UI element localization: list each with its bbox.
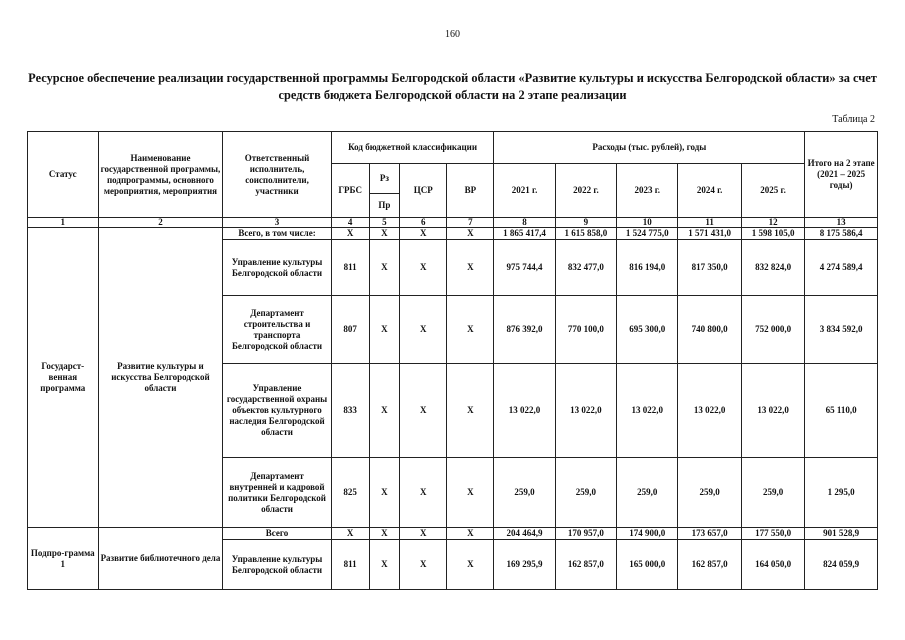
value-2022: 832 477,0: [555, 240, 616, 296]
value-2023: 695 300,0: [617, 296, 678, 364]
value-2021: 975 744,4: [494, 240, 555, 296]
csr-cell: Х: [400, 240, 447, 296]
grbs-cell: Х: [331, 528, 369, 540]
grbs-cell: 811: [331, 240, 369, 296]
header-2021: 2021 г.: [494, 164, 555, 218]
column-number: 9: [555, 218, 616, 228]
column-number: 6: [400, 218, 447, 228]
responsible-cell: Департамент строительства и транспорта Белгородской области: [223, 296, 331, 364]
column-number-row: [28, 218, 878, 228]
responsible-cell: Департамент внутренней и кадровой политики Белгородской области: [223, 458, 331, 528]
value-2025: 752 000,0: [741, 296, 804, 364]
subprogram-name: Развитие библиотечного дела: [98, 528, 223, 590]
header-responsible: Ответственный исполнитель, соисполнители, участники: [223, 132, 331, 218]
header-2022: 2022 г.: [555, 164, 616, 218]
value-2023: 259,0: [617, 458, 678, 528]
value-2024: 162 857,0: [678, 540, 741, 590]
value-2025: 177 550,0: [741, 528, 804, 540]
value-2022: 13 022,0: [555, 364, 616, 458]
document-title: Ресурсное обеспечение реализации государственной программы Белгородской области «Развитие культуры и искусства Белгородской области» за счет средств бюджета Белгородской области на 2 этапе реализации: [28, 71, 877, 102]
value-2021: 169 295,9: [494, 540, 555, 590]
vr-cell: Х: [447, 240, 494, 296]
value-2022: 259,0: [555, 458, 616, 528]
program-name: Развитие культуры и искусства Белгородской области: [98, 228, 223, 528]
rz-pr-cell: Х: [369, 458, 400, 528]
column-number: 12: [741, 218, 804, 228]
value-2024: 13 022,0: [678, 364, 741, 458]
responsible-cell: Всего, в том числе:: [223, 228, 331, 240]
value-2023: 816 194,0: [617, 240, 678, 296]
responsible-cell: Управление культуры Белгородской области: [223, 240, 331, 296]
value-2022: 1 615 858,0: [555, 228, 616, 240]
header-grbs: ГРБС: [331, 164, 369, 218]
value-2022: 162 857,0: [555, 540, 616, 590]
header-expenses: Расходы (тыс. рублей), годы: [494, 132, 805, 164]
header-2023: 2023 г.: [617, 164, 678, 218]
vr-cell: Х: [447, 528, 494, 540]
value-2021: 204 464,9: [494, 528, 555, 540]
value-total: 8 175 586,4: [805, 228, 878, 240]
csr-cell: Х: [400, 458, 447, 528]
rz-pr-cell: Х: [369, 528, 400, 540]
header-rz: Рз: [369, 164, 400, 194]
value-2023: 1 524 775,0: [617, 228, 678, 240]
header-total: Итого на 2 этапе (2021 – 2025 годы): [805, 132, 878, 218]
grbs-cell: Х: [331, 228, 369, 240]
csr-cell: Х: [400, 228, 447, 240]
grbs-cell: 825: [331, 458, 369, 528]
rz-pr-cell: Х: [369, 228, 400, 240]
value-2021: 1 865 417,4: [494, 228, 555, 240]
value-2025: 1 598 105,0: [741, 228, 804, 240]
value-2025: 164 050,0: [741, 540, 804, 590]
header-vr: ВР: [447, 164, 494, 218]
header-name: Наименование государственной программы, подпрограммы, основного мероприятия, мероприятия: [98, 132, 223, 218]
column-number: 1: [28, 218, 99, 228]
program-status: Государст-венная программа: [28, 228, 99, 528]
value-total: 65 110,0: [805, 364, 878, 458]
vr-cell: Х: [447, 296, 494, 364]
rz-pr-cell: Х: [369, 540, 400, 590]
value-2023: 165 000,0: [617, 540, 678, 590]
value-total: 3 834 592,0: [805, 296, 878, 364]
value-2025: 259,0: [741, 458, 804, 528]
value-2025: 832 824,0: [741, 240, 804, 296]
vr-cell: Х: [447, 458, 494, 528]
csr-cell: Х: [400, 364, 447, 458]
column-number: 4: [331, 218, 369, 228]
header-csr: ЦСР: [400, 164, 447, 218]
responsible-cell: Управление культуры Белгородской области: [223, 540, 331, 590]
grbs-cell: 833: [331, 364, 369, 458]
column-number: 7: [447, 218, 494, 228]
column-number: 11: [678, 218, 741, 228]
responsible-cell: Всего: [223, 528, 331, 540]
value-2025: 13 022,0: [741, 364, 804, 458]
column-number: 10: [617, 218, 678, 228]
value-2024: 1 571 431,0: [678, 228, 741, 240]
page-number: 160: [445, 29, 460, 40]
column-number: 8: [494, 218, 555, 228]
header-status: Статус: [28, 132, 99, 218]
budget-table: [27, 131, 878, 590]
vr-cell: Х: [447, 364, 494, 458]
value-2024: 173 657,0: [678, 528, 741, 540]
value-2021: 876 392,0: [494, 296, 555, 364]
value-2022: 770 100,0: [555, 296, 616, 364]
subprogram-status: Подпро-грамма 1: [28, 528, 99, 590]
header-pr: Пр: [369, 194, 400, 218]
grbs-cell: 811: [331, 540, 369, 590]
value-total: 1 295,0: [805, 458, 878, 528]
header-2024: 2024 г.: [678, 164, 741, 218]
table-row: [28, 228, 878, 240]
value-total: 824 059,9: [805, 540, 878, 590]
rz-pr-cell: Х: [369, 296, 400, 364]
grbs-cell: 807: [331, 296, 369, 364]
value-2024: 817 350,0: [678, 240, 741, 296]
column-number: 2: [98, 218, 223, 228]
value-2023: 174 900,0: [617, 528, 678, 540]
responsible-cell: Управление государственной охраны объектов культурного наследия Белгородской области: [223, 364, 331, 458]
table-caption: Таблица 2: [832, 114, 875, 125]
value-total: 901 528,9: [805, 528, 878, 540]
csr-cell: Х: [400, 540, 447, 590]
csr-cell: Х: [400, 296, 447, 364]
value-2022: 170 957,0: [555, 528, 616, 540]
value-2021: 13 022,0: [494, 364, 555, 458]
table-row: [28, 528, 878, 540]
vr-cell: Х: [447, 228, 494, 240]
value-2023: 13 022,0: [617, 364, 678, 458]
value-2021: 259,0: [494, 458, 555, 528]
value-2024: 259,0: [678, 458, 741, 528]
column-number: 3: [223, 218, 331, 228]
column-number: 5: [369, 218, 400, 228]
csr-cell: Х: [400, 528, 447, 540]
rz-pr-cell: Х: [369, 240, 400, 296]
header-budget-code: Код бюджетной классификации: [331, 132, 494, 164]
rz-pr-cell: Х: [369, 364, 400, 458]
header-2025: 2025 г.: [741, 164, 804, 218]
column-number: 13: [805, 218, 878, 228]
value-total: 4 274 589,4: [805, 240, 878, 296]
vr-cell: Х: [447, 540, 494, 590]
value-2024: 740 800,0: [678, 296, 741, 364]
